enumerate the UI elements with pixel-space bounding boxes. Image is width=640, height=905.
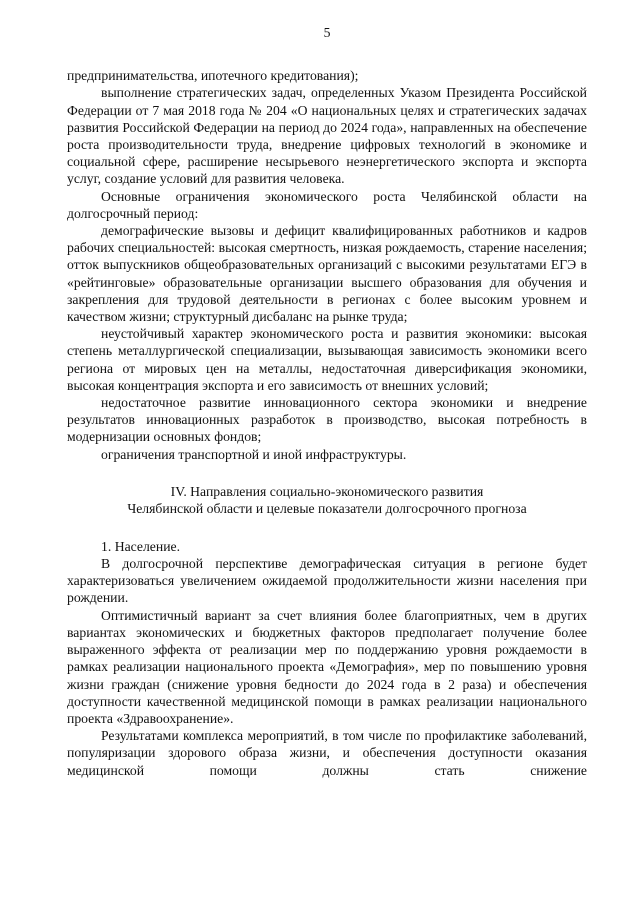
paragraph-results: Результатами комплекса мероприятий, в том числе по профилактике заболеваний, популяризации здорового образа жизни, и обеспечения доступности оказания медицинской помощи должны стать снижение bbox=[67, 728, 587, 778]
paragraph-long-term-perspective: В долгосрочной перспективе демографическая ситуация в регионе будет характеризоваться увеличением ожидаемой продолжительности жизни населения при рождении. bbox=[67, 556, 587, 606]
section-heading-line-1: IV. Направления социально-экономического развития bbox=[170, 483, 484, 499]
section-heading bbox=[67, 483, 587, 518]
section-heading-line-2: Челябинской области и целевые показатели долгосрочного прогноза bbox=[127, 501, 527, 517]
paragraph-demographic-challenges: демографические вызовы и дефицит квалифицированных работников и кадров рабочих специальностей: высокая смертность, низкая рождаемость, старение населения; отток выпускников общеобразовательных организаций с высокими результатами ЕГЭ в «рейтинговые» образовательные организации высшего образования для обучения и закрепления для трудовой деятельности в регионах с более высоким уровнем и качеством жизни; структурный дисбаланс на рынке труда; bbox=[67, 223, 587, 325]
paragraph-optimistic-variant: Оптимистичный вариант за счет влияния более благоприятных, чем в других вариантах экономических и бюджетных факторов предполагает получение более выраженного эффекта от реализации мер по поддержанию уровня рождаемости в рамках реализации национального проекта «Демография», мер по повышению уровня жизни граждан (снижение уровня бедности до 2024 года в 2 раза) и обеспечения доступности качественной медицинской помощи в рамках реализации национального проекта «Здравоохранение». bbox=[67, 607, 587, 726]
paragraph-main-constraints: Основные ограничения экономического роста Челябинской области на долгосрочный период: bbox=[67, 188, 587, 221]
paragraph-unstable-growth: неустойчивый характер экономического роста и развития экономики: высокая степень металлургической специализации, вызывающая зависимость экономики всего региона от мировых цен на металлы, недостаточная диверсификация экономики, высокая концентрация экспорта и его зависимость от внешних условий; bbox=[67, 326, 587, 393]
paragraph-infrastructure: ограничения транспортной и иной инфраструктуры. bbox=[101, 446, 407, 462]
subsection-title-population: 1. Население. bbox=[101, 538, 181, 554]
page-number: 5 bbox=[323, 25, 331, 40]
paragraph-innovation: недостаточное развитие инновационного сектора экономики и внедрение результатов инновационных разработок в производство, высокая потребность в модернизации основных фондов; bbox=[67, 395, 587, 445]
paragraph-continuation: предпринимательства, ипотечного кредитования); bbox=[67, 68, 359, 84]
paragraph-strategic-tasks: выполнение стратегических задач, определенных Указом Президента Российской Федерации от 7 мая 2018 года № 204 «О национальных целях и стратегических задачах развития Российской Федерации на период до 2024 года», направленных на обеспечение роста производительности труда, внедрение цифровых технологий в экономике и социальной сфере, расширение несырьевого неэнергетического экспорта и экспорта услуг, создание условий для развития человека. bbox=[67, 85, 587, 187]
